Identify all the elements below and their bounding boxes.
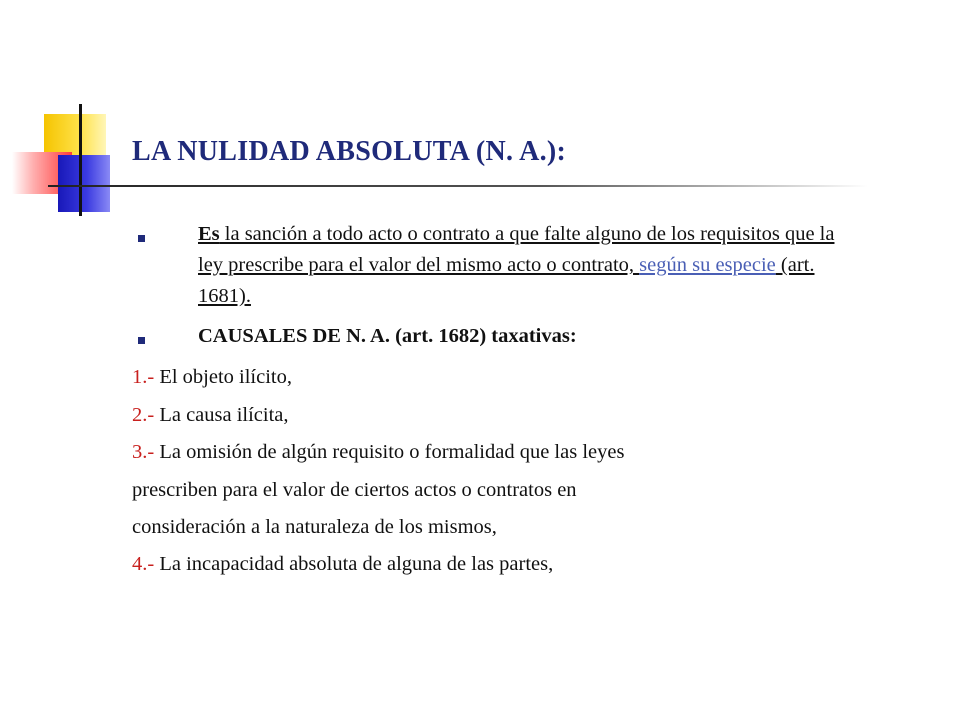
item-text: La incapacidad absoluta de alguna de las partes, [154, 553, 554, 575]
definition-tail: (art. 1681). [198, 254, 815, 307]
especie-link[interactable]: según su especie [639, 254, 776, 276]
item-continuation: consideración a la naturaleza de los mismos, [132, 516, 497, 538]
list-item [132, 366, 292, 389]
list-item [132, 553, 553, 576]
blue-square [58, 155, 110, 212]
item-number: 4.- [132, 553, 155, 575]
definition-text: la sanción a todo acto o contrato a que falte alguno de los requisitos que la ley prescribe para el valor del mismo acto o contrato, [198, 223, 835, 276]
bullet-marker [138, 235, 145, 242]
item-text: La omisión de algún requisito o formalidad que las leyes [154, 441, 625, 463]
item-text: El objeto ilícito, [154, 366, 292, 388]
slide-title: LA NULIDAD ABSOLUTA (N. A.): [132, 136, 567, 167]
list-item [132, 404, 289, 427]
item-text: La causa ilícita, [154, 404, 289, 426]
item-number: 2.- [132, 404, 155, 426]
item-continuation: prescriben para el valor de ciertos actos o contratos en [132, 479, 577, 501]
list-item [132, 441, 624, 464]
item-number: 3.- [132, 441, 155, 463]
item-number: 1.- [132, 366, 155, 388]
bullet-marker [138, 337, 145, 344]
vertical-rule [79, 104, 82, 216]
definition-lead: Es [198, 223, 220, 245]
title-underline-rule [48, 185, 868, 187]
definition-paragraph [198, 219, 858, 312]
causales-heading: CAUSALES DE N. A. (art. 1682) taxativas: [198, 325, 577, 347]
